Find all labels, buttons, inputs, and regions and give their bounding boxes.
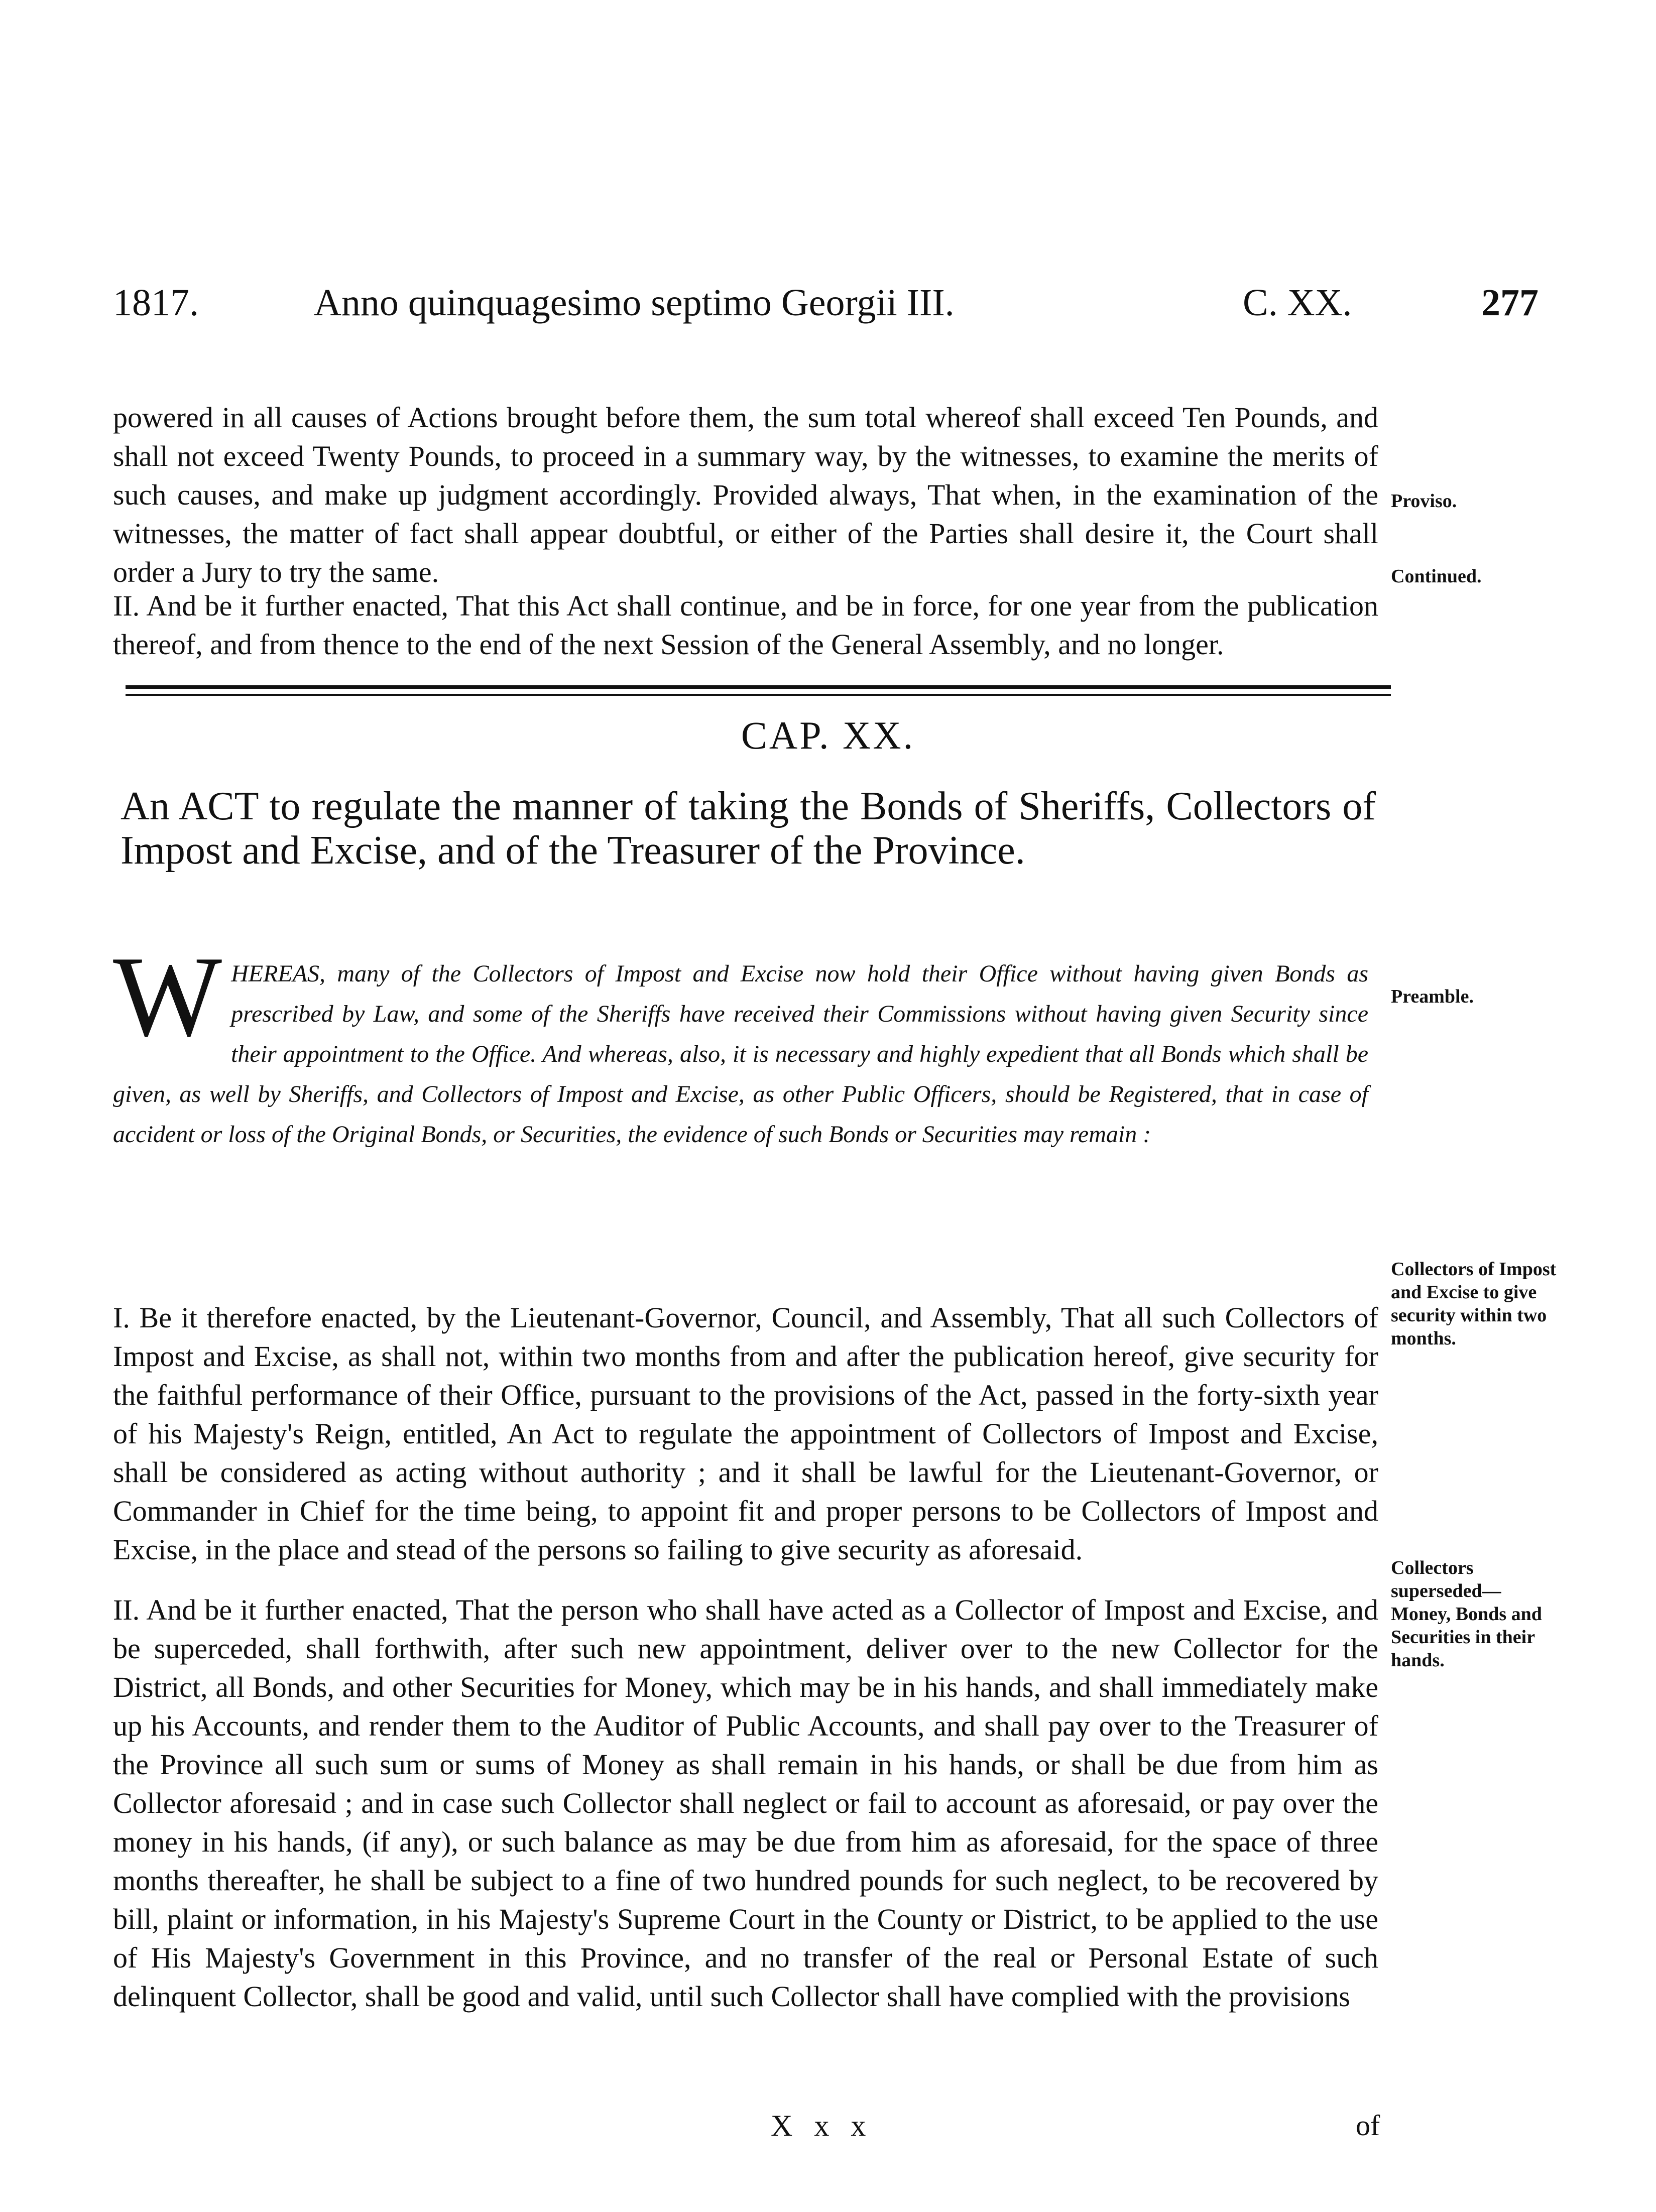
- signature-mark: X x x: [771, 2109, 873, 2142]
- margin-note-proviso: Proviso.: [1391, 490, 1457, 512]
- preamble: [113, 932, 1368, 1155]
- margin-note-preamble: Preamble.: [1391, 986, 1474, 1007]
- chapter-heading: CAP. XX.: [741, 713, 915, 757]
- catchword: of: [1356, 2109, 1380, 2142]
- drop-cap: W: [113, 932, 222, 1060]
- previous-act-continued-text: powered in all causes of Actions brought before them, the sum total whereof shall exceed Ten Pounds, and shall not exceed Twenty Pounds, to proceed in a summary way, by the witnesses, to examine the merits of such causes, and make up judgment accordingly. Provided always, That when, in the examination of the witnesses, the matter of fact shall appear doubtful, or either of the Parties shall desire it, the Court shall order a Jury to try the same.: [113, 401, 1378, 588]
- regnal-title: Anno quinquagesimo septimo Georgii III.: [314, 282, 955, 324]
- running-head: [113, 281, 1569, 341]
- margin-note-collectors-security: Collectors of Impost and Excise to give security within two months.: [1391, 1259, 1557, 1349]
- section-two-text: II. And be it further enacted, That the person who shall have acted as a Collector of Impost and Excise, and be superceded, shall forthwith, after such new appointment, deliver over to the new Collector for the District, all Bonds, and other Securities for Money, which may be in his hands, and shall immediately make up his Accounts, and render them to the Auditor of Public Accounts, and shall pay over to the Treasurer of the Province all such sum or sums of Money as shall remain in his hands, or shall be due from him as Collector aforesaid ; and in case such Collector shall neglect or fail to account as aforesaid, or pay over the money in his hands, (if any), or such balance as may be due from him as aforesaid, for the space of three months thereafter, he shall be subject to a fine of two hundred pounds for such neglect, to be recovered by bill, plaint or information, in his Majesty's Supreme Court in the County or District, to be applied to the use of His Majesty's Government in this Province, and no transfer of the real or Personal Estate of such delinquent Collector, shall be good and valid, until such Collector shall have complied with the provisions: [113, 1593, 1378, 2013]
- preamble-text: HEREAS, many of the Collectors of Impost and Excise now hold their Office without having given Bonds as prescribed by Law, and some of the Sheriffs have received their Commissions without having given Security since their appointment to the Office. And whereas, also, it is necessary and highly expedient that all Bonds which shall be given, as well by Sheriffs, and Collectors of Impost and Excise, as other Public Officers, should be Registered, that in case of accident or loss of the Original Bonds, or Securities, the evidence of such Bonds or Securities may remain :: [113, 960, 1368, 1148]
- section-one-text: I. Be it therefore enacted, by the Lieutenant-Governor, Council, and Assembly, That all such Collectors of Impost and Excise, as shall not, within two months from and after the publication hereof, give security for the faithful performance of their Office, pursuant to the provisions of the Act, passed in the forty-sixth year of his Majesty's Reign, entitled, An Act to regulate the appointment of Collectors of Impost and Excise, shall be considered as acting without authority ; and it shall be lawful for the Lieutenant-Governor, or Commander in Chief for the time being, to appoint fit and proper persons to be Collectors of Impost and Excise, in the place and stead of the persons so failing to give security as aforesaid.: [113, 1301, 1378, 1566]
- previous-act-section-two: II. And be it further enacted, That this Act shall continue, and be in force, for one year from the publication thereof, and from thence to the end of the next Session of the General Assembly, and no longer.: [113, 589, 1378, 661]
- chapter-number: C. XX.: [1243, 282, 1352, 324]
- section-divider-rule-thin: [126, 694, 1391, 696]
- year: 1817.: [113, 282, 199, 324]
- section-divider-rule: [126, 685, 1391, 689]
- page-number: 277: [1481, 282, 1539, 324]
- margin-note-collectors-superseded: Collectors superseded—Money, Bonds and Securities in their hands.: [1391, 1557, 1542, 1671]
- act-title: An ACT to regulate the manner of taking the Bonds of Sheriffs, Collectors of Impost and Excise, and of the Treasurer of the Province.: [121, 784, 1376, 873]
- margin-note-continued: Continued.: [1391, 566, 1482, 587]
